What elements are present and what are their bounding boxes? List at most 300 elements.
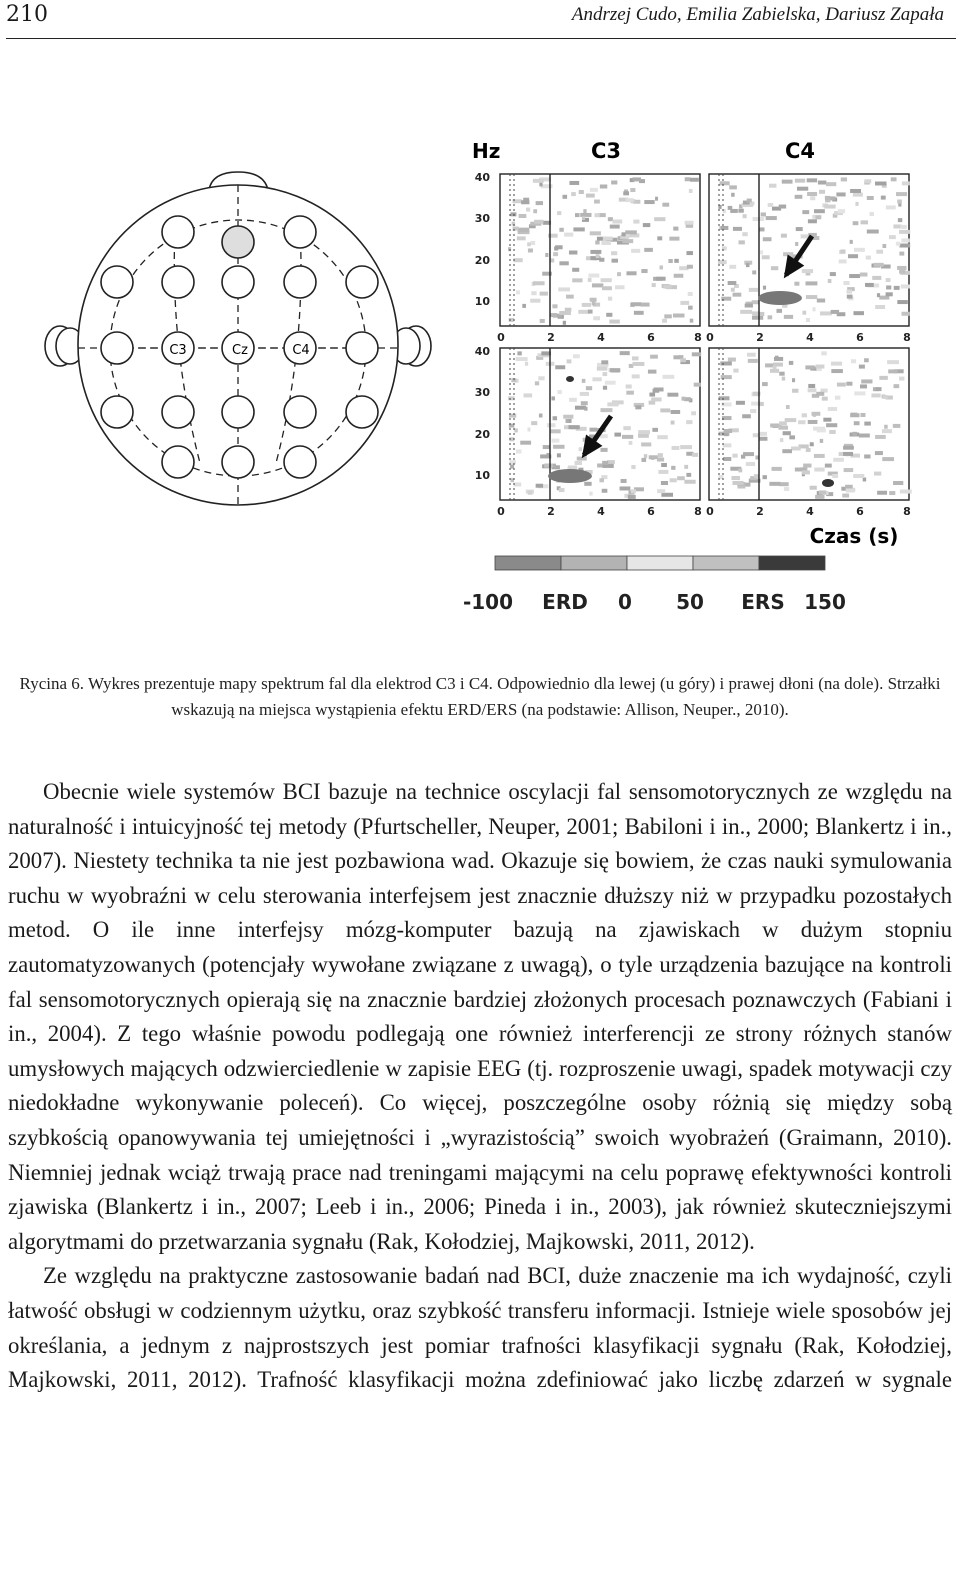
- noise-cell: [886, 278, 891, 282]
- x-tick-bottom-left-8: 8: [694, 505, 702, 518]
- noise-cell: [813, 307, 816, 311]
- noise-cell: [779, 482, 788, 486]
- noise-cell: [568, 419, 571, 423]
- noise-cell: [617, 272, 621, 276]
- noise-cell: [821, 351, 827, 355]
- noise-cell: [875, 181, 886, 185]
- noise-cell: [573, 354, 580, 358]
- noise-cell: [738, 209, 743, 213]
- noise-cell: [680, 301, 689, 305]
- noise-cell: [776, 309, 782, 313]
- noise-cell: [641, 458, 646, 462]
- noise-cell: [657, 458, 664, 462]
- noise-cell: [872, 276, 881, 280]
- noise-cell: [612, 220, 622, 224]
- noise-cell: [846, 488, 855, 492]
- noise-cell: [590, 298, 597, 302]
- noise-cell: [843, 452, 853, 456]
- noise-cell: [559, 488, 565, 492]
- noise-cell: [649, 393, 655, 397]
- noise-cell: [900, 490, 912, 494]
- noise-cell: [603, 372, 608, 376]
- noise-cell: [896, 242, 900, 246]
- noise-cell: [663, 285, 671, 289]
- y-tick-top-30: 30: [474, 212, 490, 225]
- colorbar-label-minus100: -100: [462, 590, 514, 614]
- noise-cell: [870, 212, 874, 216]
- noise-cell: [511, 212, 517, 216]
- noise-cell: [629, 441, 633, 445]
- noise-cell: [511, 478, 514, 482]
- noise-cell: [803, 311, 807, 315]
- noise-cell: [688, 292, 693, 296]
- noise-cell: [832, 474, 838, 478]
- noise-cell: [812, 412, 821, 416]
- noise-cell: [721, 375, 732, 379]
- noise-cell: [577, 457, 587, 461]
- noise-cell: [652, 283, 656, 287]
- body-text: [8, 775, 952, 1398]
- noise-cell: [724, 429, 733, 433]
- noise-cell: [797, 187, 808, 191]
- noise-cell: [749, 288, 758, 292]
- y-tick-top-20: 20: [474, 254, 490, 267]
- noise-cell: [778, 426, 788, 430]
- noise-cell: [688, 306, 693, 310]
- x-tick-bottom-right-6: 6: [856, 505, 864, 518]
- noise-cell: [581, 401, 588, 405]
- noise-cell: [641, 269, 647, 273]
- noise-cell: [849, 274, 860, 278]
- noise-cell: [517, 351, 521, 355]
- noise-cell: [584, 482, 591, 486]
- noise-cell: [662, 203, 669, 207]
- noise-cell: [731, 193, 734, 197]
- noise-cell: [623, 426, 630, 430]
- noise-cell: [684, 480, 695, 484]
- noise-cell: [731, 288, 735, 292]
- noise-cell: [528, 248, 533, 252]
- noise-cell: [682, 397, 686, 401]
- noise-cell: [603, 386, 607, 390]
- noise-cell: [874, 472, 881, 476]
- noise-cell: [692, 352, 701, 356]
- noise-cell: [719, 396, 730, 400]
- noise-cell: [543, 445, 550, 449]
- noise-cell: [802, 470, 810, 474]
- x-tick-bottom-left-0: 0: [497, 505, 505, 518]
- noise-cell: [843, 281, 849, 285]
- noise-cell: [889, 235, 896, 239]
- noise-cell: [652, 428, 658, 432]
- noise-cell: [592, 301, 596, 305]
- noise-cell: [742, 232, 747, 236]
- noise-cell: [658, 453, 663, 457]
- noise-cell: [671, 466, 675, 470]
- noise-cell: [886, 292, 893, 296]
- noise-cell: [782, 180, 793, 184]
- ers-spot: [822, 479, 834, 487]
- noise-cell: [822, 397, 828, 401]
- noise-cell: [615, 285, 624, 289]
- noise-cell: [601, 278, 612, 282]
- noise-cell: [860, 384, 867, 388]
- noise-cell: [742, 414, 751, 418]
- noise-cell: [607, 402, 618, 406]
- noise-cell: [609, 320, 619, 324]
- noise-cell: [835, 396, 841, 400]
- noise-cell: [552, 304, 557, 308]
- electrode: [284, 446, 316, 478]
- col-label-c3: C3: [590, 139, 622, 163]
- noise-cell: [844, 468, 854, 472]
- noise-cell: [600, 448, 607, 452]
- noise-cell: [837, 383, 846, 387]
- noise-cell: [891, 177, 897, 181]
- colorbar-segment: [693, 556, 759, 570]
- noise-cell: [773, 366, 777, 370]
- noise-cell: [603, 237, 613, 241]
- noise-cell: [826, 423, 837, 427]
- noise-cell: [850, 240, 853, 244]
- noise-cell: [729, 185, 737, 189]
- electrode: [162, 396, 194, 428]
- panel-top-left: [500, 174, 700, 326]
- noise-cell: [580, 392, 589, 396]
- y-tick-top-10: 10: [474, 295, 490, 308]
- noise-cell: [672, 446, 680, 450]
- noise-cell: [601, 241, 610, 245]
- noise-cell: [517, 236, 526, 240]
- noise-cell: [847, 290, 852, 294]
- noise-cell: [794, 282, 799, 286]
- noise-cell: [544, 464, 553, 468]
- electrode: [222, 226, 254, 258]
- noise-cell: [582, 379, 586, 383]
- noise-cell: [899, 377, 904, 381]
- noise-cell: [854, 391, 865, 395]
- noise-cell: [635, 405, 641, 409]
- noise-cell: [720, 361, 732, 365]
- noise-cell: [691, 411, 696, 415]
- noise-cell: [752, 316, 763, 320]
- noise-cell: [557, 453, 561, 457]
- noise-cell: [600, 408, 612, 412]
- noise-cell: [806, 448, 811, 452]
- noise-cell: [686, 251, 693, 255]
- noise-cell: [816, 392, 824, 396]
- noise-cell: [562, 195, 567, 199]
- noise-cell: [634, 311, 644, 315]
- y-unit-label: Hz: [472, 139, 501, 163]
- electrode: [101, 332, 133, 364]
- noise-cell: [586, 386, 592, 390]
- y-tick-bottom-20: 20: [474, 428, 490, 441]
- panel-bottom-left: [500, 348, 701, 500]
- noise-cell: [760, 250, 763, 254]
- noise-cell: [563, 415, 573, 419]
- noise-cell: [807, 178, 817, 182]
- colorbar-label-erd: ERD: [542, 590, 588, 614]
- noise-cell: [626, 198, 634, 202]
- noise-cell: [902, 181, 910, 185]
- noise-cell: [817, 298, 825, 302]
- noise-cell: [898, 218, 902, 222]
- electrode-label-c3: C3: [169, 343, 187, 358]
- noise-cell: [774, 357, 783, 361]
- x-tick-top-right-0: 0: [706, 331, 714, 344]
- noise-cell: [611, 259, 618, 263]
- noise-cell: [855, 202, 858, 206]
- y-tick-bottom-30: 30: [474, 386, 490, 399]
- noise-cell: [579, 447, 582, 451]
- noise-cell: [545, 253, 548, 257]
- colorbar-segment: [759, 556, 825, 570]
- noise-cell: [686, 473, 691, 477]
- noise-cell: [896, 192, 907, 196]
- x-tick-bottom-left-2: 2: [547, 505, 555, 518]
- noise-cell: [763, 286, 766, 290]
- noise-cell: [769, 184, 776, 188]
- noise-cell: [651, 397, 661, 401]
- noise-cell: [631, 465, 635, 469]
- noise-cell: [593, 316, 600, 320]
- noise-cell: [572, 278, 582, 282]
- noise-cell: [864, 454, 870, 458]
- noise-cell: [648, 370, 656, 374]
- noise-cell: [588, 274, 599, 278]
- noise-cell: [733, 227, 742, 231]
- electrode: [162, 216, 194, 248]
- noise-cell: [522, 304, 526, 308]
- noise-cell: [527, 427, 530, 431]
- x-tick-top-left-6: 6: [647, 331, 655, 344]
- noise-cell: [600, 434, 608, 438]
- noise-cell: [820, 439, 823, 443]
- noise-cell: [842, 494, 849, 498]
- noise-cell: [728, 206, 733, 210]
- noise-cell: [674, 274, 684, 278]
- noise-cell: [847, 295, 853, 299]
- noise-cell: [861, 413, 866, 417]
- x-axis-label: Czas (s): [809, 524, 899, 548]
- noise-cell: [595, 240, 599, 244]
- noise-cell: [853, 311, 863, 315]
- noise-cell: [884, 425, 888, 429]
- noise-cell: [690, 178, 699, 182]
- noise-cell: [747, 199, 752, 203]
- noise-cell: [839, 259, 847, 263]
- noise-cell: [667, 393, 678, 397]
- noise-cell: [796, 227, 803, 231]
- noise-cell: [763, 237, 772, 241]
- noise-cell: [662, 319, 667, 323]
- noise-cell: [866, 256, 871, 260]
- noise-cell: [818, 181, 826, 185]
- noise-cell: [883, 395, 887, 399]
- noise-cell: [882, 244, 886, 248]
- noise-cell: [739, 240, 745, 244]
- noise-cell: [877, 491, 887, 495]
- noise-cell: [826, 182, 836, 186]
- noise-cell: [853, 221, 859, 225]
- noise-cell: [795, 179, 805, 183]
- noise-cell: [780, 438, 783, 442]
- noise-cell: [554, 247, 558, 251]
- noise-cell: [527, 242, 531, 246]
- noise-cell: [814, 209, 825, 213]
- noise-cell: [610, 225, 620, 229]
- noise-cell: [803, 464, 811, 468]
- noise-cell: [861, 220, 868, 224]
- noise-cell: [687, 265, 693, 269]
- noise-cell: [674, 259, 678, 263]
- noise-cell: [632, 177, 641, 181]
- noise-cell: [630, 303, 634, 307]
- noise-cell: [750, 409, 756, 413]
- noise-cell: [784, 487, 789, 491]
- noise-cell: [771, 467, 781, 471]
- noise-cell: [685, 221, 694, 225]
- noise-cell: [805, 365, 814, 369]
- noise-cell: [901, 312, 909, 316]
- noise-cell: [526, 208, 530, 212]
- noise-cell: [626, 384, 632, 388]
- noise-cell: [851, 359, 856, 363]
- noise-cell: [859, 365, 865, 369]
- noise-cell: [552, 439, 560, 443]
- colorbar-label-ers: ERS: [741, 590, 785, 614]
- noise-cell: [649, 455, 658, 459]
- noise-cell: [631, 249, 640, 253]
- noise-cell: [808, 384, 815, 388]
- x-tick-top-left-4: 4: [597, 331, 605, 344]
- noise-cell: [854, 421, 860, 425]
- noise-cell: [512, 222, 516, 226]
- x-tick-top-right-8: 8: [903, 331, 911, 344]
- noise-cell: [843, 446, 854, 450]
- noise-cell: [533, 281, 545, 285]
- noise-cell: [530, 299, 540, 303]
- noise-cell: [759, 432, 767, 436]
- noise-cell: [720, 181, 730, 185]
- noise-cell: [597, 367, 608, 371]
- noise-cell: [564, 233, 573, 237]
- noise-cell: [899, 244, 910, 248]
- colorbar-label-150: 150: [804, 590, 846, 614]
- noise-cell: [795, 242, 798, 246]
- noise-cell: [900, 225, 906, 229]
- noise-cell: [606, 313, 612, 317]
- noise-cell: [601, 360, 608, 364]
- noise-cell: [819, 190, 825, 194]
- noise-cell: [810, 486, 817, 490]
- noise-cell: [882, 429, 892, 433]
- noise-cell: [550, 313, 557, 317]
- noise-cell: [535, 381, 539, 385]
- noise-cell: [689, 189, 693, 193]
- noise-cell: [589, 492, 592, 496]
- noise-cell: [592, 377, 601, 381]
- noise-cell: [622, 435, 633, 439]
- noise-cell: [521, 200, 529, 204]
- noise-cell: [626, 271, 636, 275]
- noise-cell: [525, 362, 528, 366]
- noise-cell: [867, 196, 874, 200]
- noise-cell: [513, 258, 522, 262]
- noise-cell: [677, 476, 685, 480]
- noise-cell: [540, 292, 548, 296]
- noise-cell: [680, 445, 692, 449]
- noise-cell: [551, 396, 555, 400]
- noise-cell: [510, 465, 514, 469]
- electrode: [284, 266, 316, 298]
- noise-cell: [877, 293, 880, 297]
- noise-cell: [802, 210, 809, 214]
- noise-cell: [568, 425, 579, 429]
- noise-cell: [779, 205, 786, 209]
- noise-cell: [901, 284, 910, 288]
- noise-cell: [516, 357, 528, 361]
- noise-cell: [653, 389, 660, 393]
- x-tick-bottom-right-4: 4: [806, 505, 814, 518]
- noise-cell: [559, 261, 568, 265]
- noise-cell: [563, 321, 566, 325]
- noise-cell: [765, 363, 773, 367]
- noise-cell: [746, 263, 750, 267]
- noise-cell: [594, 213, 599, 217]
- noise-cell: [638, 434, 649, 438]
- noise-cell: [610, 368, 620, 372]
- noise-cell: [768, 203, 774, 207]
- noise-cell: [599, 478, 604, 482]
- noise-cell: [845, 485, 853, 489]
- noise-cell: [539, 414, 543, 418]
- noise-cell: [889, 491, 895, 495]
- noise-cell: [829, 430, 835, 434]
- noise-cell: [901, 239, 909, 243]
- noise-cell: [553, 252, 558, 256]
- electrode: [162, 446, 194, 478]
- noise-cell: [766, 216, 777, 220]
- noise-cell: [586, 194, 595, 198]
- noise-cell: [729, 265, 736, 269]
- noise-cell: [533, 179, 544, 183]
- figure-eeg: [0, 130, 960, 630]
- noise-cell: [814, 468, 824, 472]
- noise-cell: [733, 293, 742, 297]
- electrode: [284, 396, 316, 428]
- noise-cell: [863, 477, 866, 481]
- noise-cell: [779, 372, 784, 376]
- electrode: [101, 396, 133, 428]
- noise-cell: [673, 355, 680, 359]
- noise-cell: [871, 393, 880, 397]
- noise-cell: [762, 382, 768, 386]
- noise-cell: [602, 461, 608, 465]
- noise-cell: [534, 220, 543, 224]
- noise-cell: [517, 228, 529, 232]
- ers-spot: [566, 376, 574, 382]
- noise-cell: [690, 319, 694, 323]
- electrode: [346, 396, 378, 428]
- noise-cell: [807, 192, 817, 196]
- noise-cell: [830, 272, 836, 276]
- noise-cell: [894, 286, 900, 290]
- noise-cell: [738, 468, 742, 472]
- noise-cell: [569, 181, 579, 185]
- noise-cell: [745, 304, 753, 308]
